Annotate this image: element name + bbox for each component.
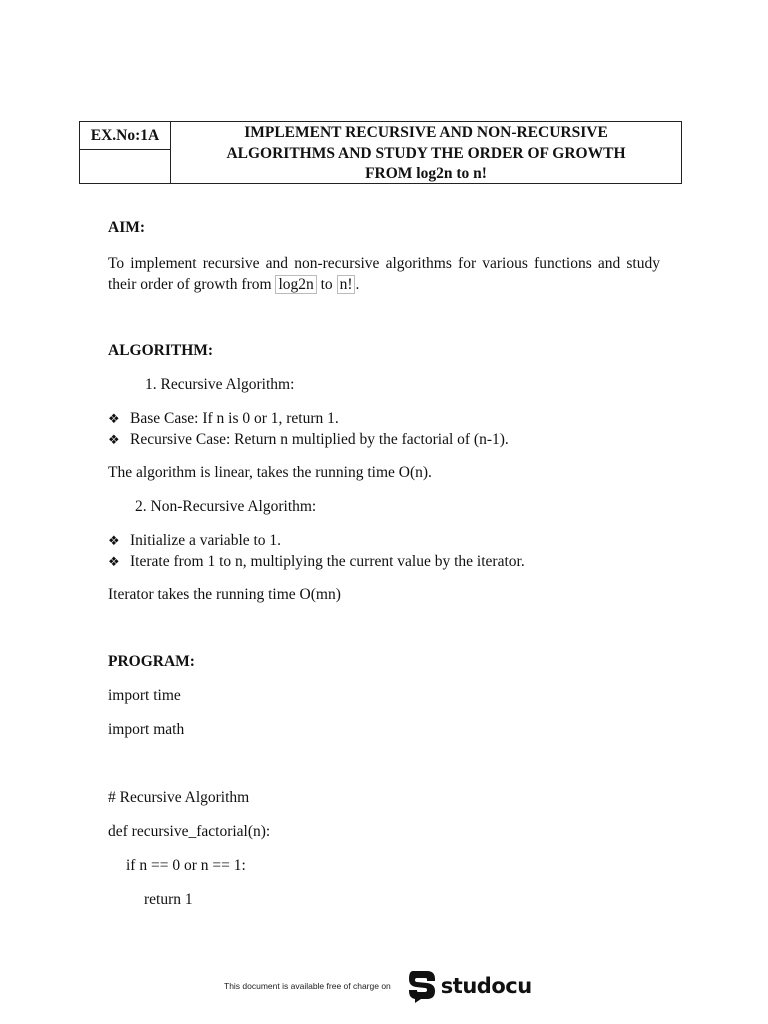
program-heading: PROGRAM:	[108, 653, 195, 670]
footer	[224, 968, 532, 1004]
code-line-comment: # Recursive Algorithm	[108, 789, 250, 806]
aim-text-middle: to	[316, 276, 337, 293]
recursive-algorithm-title: 1. Recursive Algorithm:	[145, 376, 295, 393]
exercise-title-line-2: ALGORITHMS AND STUDY THE ORDER OF GROWTH	[226, 144, 626, 162]
aim-n-factorial: n!	[337, 275, 356, 294]
code-line-if: if n == 0 or n == 1:	[126, 857, 246, 874]
aim-heading: AIM:	[108, 219, 146, 236]
exercise-number-empty-cell	[80, 150, 170, 183]
exercise-title-line-3: FROM log2n to n!	[365, 165, 487, 182]
exercise-header-table	[79, 121, 682, 184]
aim-log2n: log2n	[275, 275, 316, 294]
code-line-import-time: import time	[108, 687, 181, 704]
diamond-bullet-icon: ❖	[108, 412, 120, 427]
exercise-number: EX.No:1A	[80, 122, 170, 150]
recursive-bullet-2: ❖ Recursive Case: Return n multiplied by the factorial of (n-1).	[108, 431, 509, 448]
aim-text-before: To implement recursive and non-recursive algorithms for various functions and study their order of growth from	[108, 255, 660, 293]
recursive-bullet-1: ❖ Base Case: If n is 0 or 1, return 1.	[108, 410, 339, 427]
footer-availability-text: This document is available free of charge on	[224, 981, 391, 991]
exercise-title-line-1: IMPLEMENT RECURSIVE AND NON-RECURSIVE	[244, 124, 608, 141]
nonrecursive-bullet-1: ❖ Initialize a variable to 1.	[108, 532, 282, 549]
nonrecursive-algorithm-title: 2. Non-Recursive Algorithm:	[135, 498, 317, 515]
aim-text-after: .	[355, 276, 360, 293]
nonrecursive-bullet-2: ❖ Iterate from 1 to n, multiplying the current value by the iterator.	[108, 553, 525, 570]
code-line-def: def recursive_factorial(n):	[108, 823, 271, 840]
aim-paragraph	[108, 253, 660, 295]
diamond-bullet-icon: ❖	[108, 555, 120, 570]
diamond-bullet-icon: ❖	[108, 433, 120, 448]
studocu-brand-text[interactable]: studocu	[440, 974, 532, 998]
code-line-return: return 1	[144, 891, 193, 908]
nonrecursive-note: Iterator takes the running time O(mn)	[108, 586, 341, 603]
studocu-logo-icon[interactable]	[407, 969, 437, 1003]
recursive-note: The algorithm is linear, takes the running time O(n).	[108, 464, 432, 481]
diamond-bullet-icon: ❖	[108, 534, 120, 549]
exercise-title	[171, 122, 681, 183]
algorithm-heading: ALGORITHM:	[108, 342, 214, 359]
code-line-import-math: import math	[108, 721, 185, 738]
exercise-number-column	[80, 122, 171, 183]
